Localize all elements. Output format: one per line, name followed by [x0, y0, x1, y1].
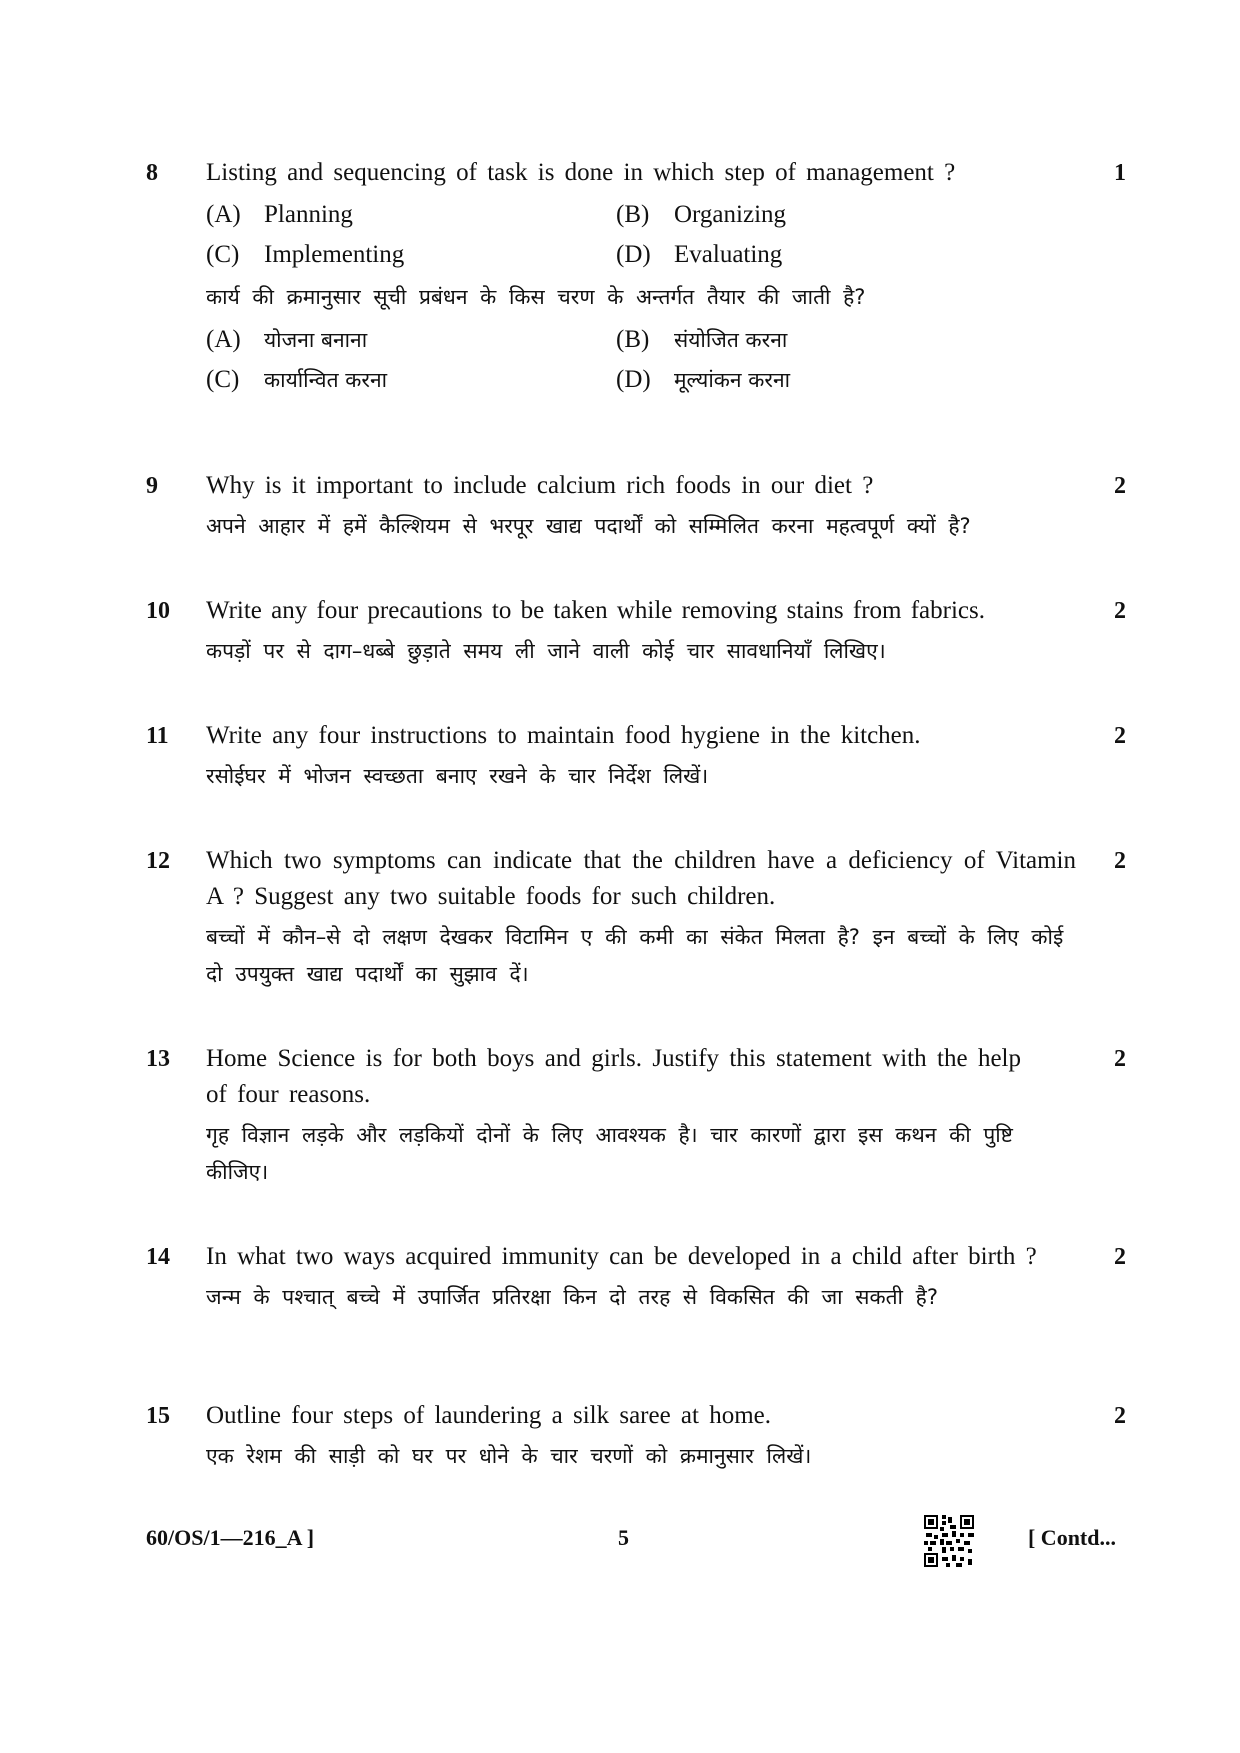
question-marks: 2: [1114, 1046, 1126, 1072]
page-footer: [146, 1515, 1126, 1575]
question-text-hindi: कार्य की क्रमानुसार सूची प्रबंधन के किस चरण के अन्तर्गत तैयार की जाती है?: [206, 285, 866, 309]
question-text-hindi: बच्चों में कौन–से दो लक्षण देखकर विटामिन ए की कमी का संकेत मिलता है? इन बच्चों के लिए कोई दो उपयुक्त खाद्य पदार्थों का सुझाव दें।: [206, 925, 1064, 986]
option-text: योजना बनाना: [264, 328, 368, 352]
options-english: [206, 195, 1076, 275]
question-text-english: Write any four precautions to be taken while removing stains from fabrics.: [206, 597, 985, 624]
question-marks: 2: [1114, 848, 1126, 874]
question-number: 8: [146, 160, 158, 186]
question-text-english: In what two ways acquired immunity can be developed in a child after birth ?: [206, 1243, 1037, 1270]
question-body: [206, 1239, 1076, 1316]
option-text: कार्यान्वित करना: [264, 368, 388, 392]
option-a-hindi: [206, 320, 616, 360]
question-8: [146, 155, 1126, 415]
question-10: [146, 593, 1126, 673]
question-text-hindi: गृह विज्ञान लड़के और लड़कियों दोनों के लिए आवश्यक है। चार कारणों द्वारा इस कथन की पुष्टि कीजिए।: [206, 1123, 1013, 1184]
paper-code: 60/OS/1—216_A ]: [146, 1525, 315, 1550]
question-body: [206, 468, 1076, 545]
question-marks: 2: [1114, 598, 1126, 624]
question-body: [206, 155, 1076, 400]
question-body: [206, 1398, 1076, 1475]
option-b: [616, 195, 1026, 235]
question-number: 9: [146, 473, 158, 499]
qr-code-icon: [924, 1515, 974, 1567]
option-label: (C): [206, 241, 240, 268]
option-text: Planning: [264, 201, 353, 228]
question-11: [146, 718, 1126, 798]
option-c: [206, 235, 616, 275]
question-9: [146, 468, 1126, 548]
question-text-hindi: रसोईघर में भोजन स्वच्छता बनाए रखने के चार निर्देश लिखें।: [206, 764, 709, 788]
page-number: 5: [618, 1525, 629, 1550]
question-text-english: Outline four steps of laundering a silk saree at home.: [206, 1402, 772, 1429]
option-d: [616, 235, 1026, 275]
question-marks: 2: [1114, 723, 1126, 749]
option-label: (B): [616, 326, 650, 353]
question-text-english: Home Science is for both boys and girls. Justify this statement with the help of four reasons.: [206, 1045, 1021, 1108]
question-13: [146, 1041, 1126, 1191]
question-number: 12: [146, 848, 170, 874]
question-body: [206, 1041, 1076, 1191]
question-text-english: Write any four instructions to maintain food hygiene in the kitchen.: [206, 722, 921, 749]
option-label: (C): [206, 366, 240, 393]
question-text-hindi: अपने आहार में हमें कैल्शियम से भरपूर खाद्य पदार्थों को सम्मिलित करना महत्वपूर्ण क्यों है?: [206, 514, 971, 538]
option-text: मूल्यांकन करना: [674, 368, 791, 392]
question-number: 14: [146, 1244, 170, 1270]
option-a: [206, 195, 616, 235]
question-marks: 2: [1114, 1403, 1126, 1429]
option-d-hindi: [616, 360, 1026, 400]
option-b-hindi: [616, 320, 1026, 360]
question-text-english: Listing and sequencing of task is done in which step of management ?: [206, 159, 956, 186]
option-text: Organizing: [674, 201, 787, 228]
options-hindi: [206, 320, 1076, 400]
question-text-english: Which two symptoms can indicate that the children have a deficiency of Vitamin A ? Suggest any two suitable foods for such children.: [206, 847, 1076, 910]
question-marks: 1: [1114, 160, 1126, 186]
question-15: [146, 1398, 1126, 1478]
question-number: 11: [146, 723, 169, 749]
question-marks: 2: [1114, 1244, 1126, 1270]
question-number: 10: [146, 598, 170, 624]
option-label: (B): [616, 201, 650, 228]
question-text-hindi: कपड़ों पर से दाग–धब्बे छुड़ाते समय ली जाने वाली कोई चार सावधानियाँ लिखिए।: [206, 639, 886, 663]
question-body: [206, 593, 1076, 670]
option-label: (D): [616, 241, 651, 268]
question-12: [146, 843, 1126, 993]
option-label: (A): [206, 201, 241, 228]
option-c-hindi: [206, 360, 616, 400]
question-14: [146, 1239, 1126, 1359]
question-text-hindi: जन्म के पश्चात् बच्चे में उपार्जित प्रतिरक्षा किन दो तरह से विकसित की जा सकती है?: [206, 1285, 938, 1309]
option-label: (A): [206, 326, 241, 353]
continued-label: [ Contd...: [1027, 1525, 1116, 1550]
question-number: 15: [146, 1403, 170, 1429]
question-marks: 2: [1114, 473, 1126, 499]
question-body: [206, 718, 1076, 795]
option-text: Implementing: [264, 241, 405, 268]
question-text-hindi: एक रेशम की साड़ी को घर पर धोने के चार चरणों को क्रमानुसार लिखें।: [206, 1444, 812, 1468]
question-text-english: Why is it important to include calcium rich foods in our diet ?: [206, 472, 874, 499]
question-number: 13: [146, 1046, 170, 1072]
option-text: Evaluating: [674, 241, 783, 268]
question-body: [206, 843, 1076, 993]
option-text: संयोजित करना: [674, 328, 788, 352]
option-label: (D): [616, 366, 651, 393]
